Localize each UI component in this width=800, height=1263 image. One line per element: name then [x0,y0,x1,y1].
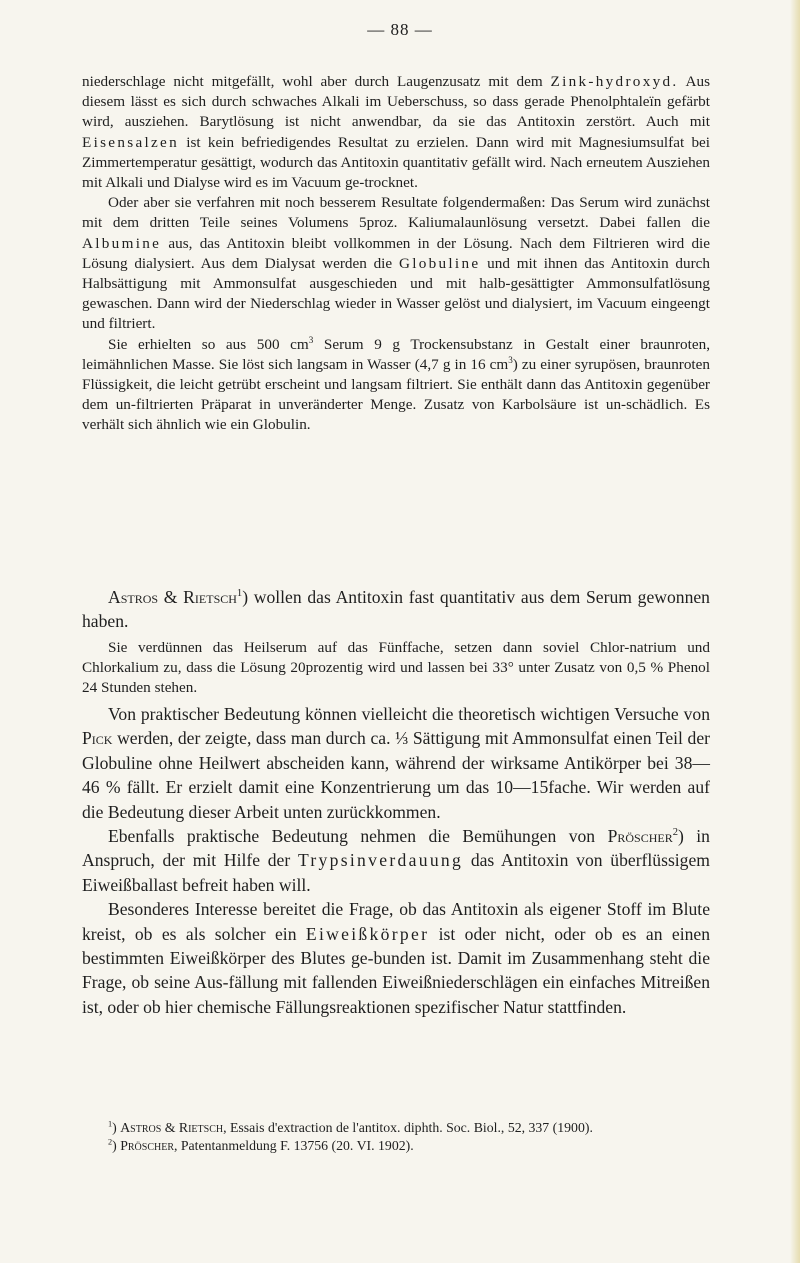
paragraph-zinc-extraction: niederschlage nicht mitgefällt, wohl aber durch Laugenzusatz mit dem Zink-hydroxyd. Aus diesem lässt es sich durch schwaches Alkali im Ueberschuss, so dass gerade Phenolphtaleïn gefärbt wird, ausziehen. Barytlösung ist nicht anwendbar, da sie das Antitoxin zerstört. Auch mit Eisensalzen ist kein befriedigendes Resultat zu erzielen. Dann wird mit Magnesiumsulfat bei Zimmertemperatur gesättigt, wodurch das Antitoxin quantitativ gefällt wird. Nach erneutem Ausziehen mit Alkali und Dialyse wird es im Vacuum ge-trocknet. [82,73,711,192]
author-astros-rietsch: Astros & Rietsch [108,587,237,607]
large-text-block [82,702,710,1019]
footnote-ref-2[interactable]: 2 [672,827,678,839]
author-proescher: Pröscher [607,826,673,847]
large-text-astros [82,585,710,634]
footnote-1: $^1$) Astros & Rietsch, Essais d'extraction de l'antitox. diphth. Soc. Biol., 52, 337 (1900). [108,1119,593,1135]
page-number: — 88 — [367,20,433,39]
paragraph-proescher: Ebenfalls praktische Bedeutung nehmen die Bemühungen von Pröscher$^2$) in Anspruch, der mit Hilfe der Trypsinverdauung das Antitoxin von überflüssigem Eiweißballast befreit haben will. [82,826,710,895]
paragraph-alaun-method: Oder aber sie verfahren mit noch besserem Resultate folgendermaßen: Das Serum wird zunächst mit dem dritten Teile seines Volumens 5proz. Kaliumalaunlösung versetzt. Dabei fallen die Albumine aus, das Antitoxin bleibt vollkommen in der Lösung. Nach dem Filtrieren wird die Lösung dialysiert. Aus dem Dialysat werden die Globuline und mit ihnen das Antitoxin durch Halbsättigung mit Ammonsulfat ausgeschieden und mit halb-gesättigter Ammonsulfatlösung gewaschen. Dann wird der Niederschlag wieder in Wasser gelöst und dialysiert, im Vacuum eingeengt und filtriert. [82,194,711,333]
footnotes [82,1119,710,1154]
paragraph-pick: Von praktischer Bedeutung können vielleicht die theoretisch wichtigen Versuche von Pick werden, der zeigte, dass man durch ca. ⅓ Sättigung mit Ammonsulfat einen Teil der Globuline ohne Heilwert abscheiden kann, während der wirksame Antikörper bei 38—46 % fällt. Er erzielt damit eine Konzentrierung um das 10—15fache. Wir werden auf die Bedeutung dieser Arbeit unten zurückkommen. [82,704,710,822]
small-text-block-2 [82,638,710,699]
paragraph-interest: Besonderes Interesse bereitet die Frage, ob das Antitoxin als eigener Stoff im Blute kreist, ob es als solcher ein Eiweißkörper ist oder nicht, oder ob es an einen bestimmten Eiweißkörper des Blutes ge-bunden ist. Damit im Zusammenhang steht die Frage, ob seine Aus-fällung mit fallenden Eiweißniederschlägen ein einfaches Mitreißen ist, oder ob hier chemische Fällungsreaktionen spezifischer Natur stattfinden. [82,899,710,1017]
page-edge-shadow [790,0,800,1263]
paragraph-dry-substance: Sie erhielten so aus 500 $cm^3$ Serum 9 g Trockensubstanz in Gestalt einer braunroten, leimähnlichen Masse. Sie löst sich langsam in Wasser (4,7 g in 16 $cm^3$) zu einer syrupösen, braunroten Flüssigkeit, die leicht getrübt erscheint und langsam filtriert. Sie enthält dann das Antitoxin gegenüber dem un-filtrierten Präparat in unveränderter Menge. Zusatz von Karbolsäure ist un-schädlich. Es verhält sich ähnlich wie ein Globulin. [82,334,711,434]
footnote-ref-1[interactable]: 1 [236,588,243,600]
paragraph-dilution: Sie verdünnen das Heilserum auf das Fünffache, setzen dann soviel Chlor-natrium und Chlorkalium zu, dass die Lösung 20prozentig wird und lassen bei 33° unter Zusatz von 0,5 % Phenol 24 Stunden stehen. [82,639,710,697]
small-text-block-1 [82,72,710,436]
footnote-2: $^2$) Pröscher, Patentanmeldung F. 13756 (20. VI. 1902). [108,1136,414,1153]
paragraph-astros-rietsch: Astros & Rietsch$^1$) wollen das Antitoxin fast quantitativ aus dem Serum gewonnen haben. [82,587,710,632]
